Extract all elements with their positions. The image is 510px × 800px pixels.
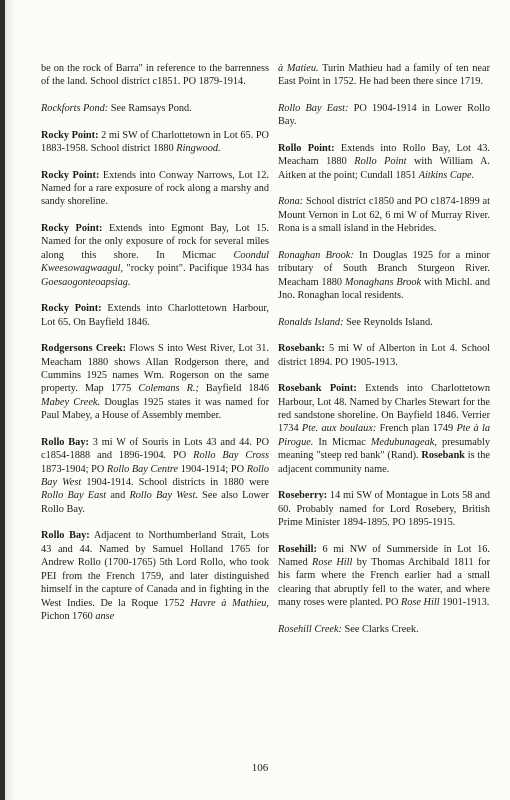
- italic-reference: Rollo Bay West.: [129, 490, 198, 502]
- entry-text: 3 mi W of Souris in Lots 43 and 44. PO c1854-1888 and 1896-1904. PO: [41, 436, 270, 462]
- entry-text: is the adjacent community name.: [278, 450, 490, 475]
- entry-text: Pichon 1760: [41, 610, 96, 622]
- entry-ronaghan-brook: [278, 249, 490, 303]
- entry-text: See Reynolds Island.: [343, 316, 433, 328]
- italic-reference: Rollo Bay Cross: [193, 450, 269, 462]
- entry-text: French plan 1749: [376, 423, 457, 435]
- entry-rosebank: [278, 342, 490, 369]
- entry-headword: Rona:: [278, 196, 304, 208]
- entry-text: Douglas 1925 states it was named for Paul Mabey, a House of Assembly member.: [41, 396, 269, 422]
- entry-text: Extends into Charlottetown Harbour, Lot 48. Named by Charles Stewart for the red sandstone shoreline. On Bayfield 1846. Verrier 1734: [278, 383, 491, 435]
- entry-text: presumably meaning "steep red bank" (Rand).: [278, 436, 490, 462]
- entry-text: 1901-1913.: [439, 597, 490, 609]
- italic-reference: à Matieu.: [278, 63, 319, 74]
- entry-text: 14 mi SW of Montague in Lots 58 and 60. Probably named for Lord Rosebery, British Prime Minister 1894-1895. PO 1895-1915.: [278, 490, 490, 529]
- entry-roseberry: [278, 489, 490, 529]
- italic-reference: Rollo Bay Centre: [106, 463, 179, 475]
- entry-text: Bayfield 1846: [198, 383, 269, 395]
- entry-text: Turin Mathieu had a family of ten near East Point in 1752. He had been there since 1719.: [278, 63, 490, 88]
- entry-headword: Rosebank Point:: [278, 383, 357, 395]
- entry-headword: Rocky Point:: [41, 129, 99, 141]
- italic-reference: Pte à la Pirogue.: [278, 423, 491, 448]
- entry-rollo-bay-2: [41, 529, 269, 623]
- entry-text: with Michl. and Jno. Ronaghan local residents.: [278, 276, 490, 302]
- entry-rosehill-creek: [278, 623, 490, 636]
- entry-headword: Rollo Point:: [278, 143, 335, 154]
- italic-reference: Aitkins Cape.: [418, 169, 475, 181]
- entry-text: 1904-1914; PO: [178, 463, 247, 475]
- entry-text: In Douglas 1925 for a minor tributary of South Branch Sturgeon River. Meacham 1880: [278, 249, 490, 288]
- entry-text: See also Lower Rollo Bay.: [41, 490, 269, 515]
- entry-text: 5 mi W of Alberton in Lot 4. School district 1894. PO 1905-1913.: [278, 343, 490, 368]
- italic-reference: Pte. aux boulaux:: [301, 423, 377, 435]
- entry-rollo-point: [278, 142, 490, 182]
- entry-text: 6 mi NW of Summerside in Lot 16. Named: [278, 543, 490, 569]
- entry-headword: Rodgersons Creek:: [41, 343, 126, 355]
- entry-text: 1904-1914. School districts in 1880 were: [81, 477, 270, 489]
- entry-headword: Roseberry:: [278, 490, 328, 502]
- entry-headword: Ronalds Island:: [278, 316, 344, 328]
- italic-reference: Coondul Kweesowagwaagul,: [41, 249, 269, 275]
- entry-text: 1873-1904; PO: [41, 463, 107, 475]
- entry-rockforts-pond: [41, 102, 269, 115]
- entry-text: Extends into Rollo Bay, Lot 43. Meacham 1880: [278, 143, 491, 168]
- right-column: [278, 62, 490, 649]
- italic-reference: Medubunageak,: [370, 436, 437, 448]
- entry-headword: Rollo Bay:: [41, 436, 89, 448]
- entry-rosehill: [278, 543, 490, 610]
- entry-text: by Thomas Archibald 1811 for his farm where the French earlier had a small clearing that abruptly fell to the water, and where many roses were planted. PO: [278, 557, 491, 609]
- entry-text: Adjacent to Northumberland Strait, Lots 43 and 44. Named by Samuel Holland 1765 for Andrew Rollo (1700-1765) 5th Lord Rollo, who took PEI from the French 1759, and later distinguished himself in the capture of Canada and in fighting in the West Indies. De la Roque 1752: [41, 530, 269, 609]
- entry-text: Extends into Conway Narrows, Lot 12. Named for a rare exposure of rock along a marshy and sandy shoreline.: [41, 169, 269, 208]
- entry-text: Extends into Egmont Bay, Lot 15. Named for the only exposure of rock for several miles along this shore. In Micmac: [41, 223, 269, 261]
- entry-text: PO 1904-1914 in Lower Rollo Bay.: [278, 103, 490, 128]
- entry-headword: Rollo Bay:: [41, 530, 90, 542]
- entry-text: See Clarks Creek.: [341, 623, 419, 635]
- entry-headword: Ronaghan Brook:: [278, 249, 354, 261]
- entry-barra-continuation: [41, 62, 269, 89]
- page-number: 106: [251, 762, 269, 774]
- entry-rocky-point-3: [41, 222, 269, 289]
- entry-text: In Micmac: [313, 436, 371, 448]
- entry-rollo-bay-continuation: [278, 62, 490, 89]
- italic-reference: Ringwood.: [176, 143, 221, 154]
- entry-rona: [278, 195, 490, 235]
- entry-text: 2 mi SW of Charlottetown in Lot 65. PO 1883-1958. School district 1880: [41, 129, 269, 154]
- entry-text: and: [106, 490, 130, 502]
- entry-text: See Ramsays Pond.: [108, 103, 192, 114]
- entry-text: Extends into Charlottetown Harbour, Lot 65. On Bayfield 1846.: [41, 303, 269, 328]
- entry-text: be on the rock of Barra" in reference to the barrenness of the land. School district c1851. PO 1879-1914.: [41, 63, 269, 88]
- italic-reference: Mabey Creek.: [41, 396, 101, 408]
- italic-reference: Rollo Bay East: [41, 490, 107, 502]
- left-column: [41, 62, 269, 637]
- entry-rocky-point-1: [41, 129, 269, 156]
- entry-rocky-point-4: [41, 302, 269, 329]
- entry-headword: Rosehill Creek:: [278, 623, 342, 635]
- entry-text: with William A. Aitken at the point; Cundall 1851: [278, 156, 490, 181]
- entry-headword: Rosehill:: [278, 543, 317, 555]
- entry-rollo-bay-east: [278, 102, 490, 129]
- entry-rodgersons-creek: [41, 342, 269, 422]
- entry-text: Flows S into West River, Lot 31. Meacham 1880 shows Allan Rodgerson there, and Cummins 1925 names Wm. Rogerson on the same property. Map 1775: [41, 343, 269, 395]
- bold-reference: Rosebank: [421, 450, 465, 462]
- entry-headword: Rocky Point:: [41, 169, 100, 181]
- italic-reference: Rose Hill: [312, 557, 353, 569]
- entry-rosebank-point: [278, 382, 490, 476]
- entry-headword: Rockforts Pond:: [41, 103, 109, 114]
- italic-reference: Rollo Point: [354, 156, 407, 168]
- italic-reference: Colemans R.;: [138, 383, 199, 395]
- entry-headword: Rollo Bay East:: [278, 103, 349, 114]
- italic-reference: Monaghans Brook: [344, 276, 422, 288]
- italic-reference: anse: [95, 610, 115, 622]
- italic-reference: Goesaogonteoapsiag.: [41, 276, 131, 288]
- entry-headword: Rosebank:: [278, 343, 325, 355]
- italic-reference: Rose Hill: [400, 597, 440, 609]
- entry-ronalds-island: [278, 316, 490, 329]
- entry-text: School district c1850 and PO c1874-1899 at Mount Vernon in Lot 62, 6 mi W of Murray River. Rona is a small island in the Hebrides.: [278, 196, 490, 235]
- entry-headword: Rocky Point:: [41, 303, 102, 315]
- italic-reference: Havre à Mathieu,: [190, 597, 269, 609]
- entry-headword: Rocky Point:: [41, 223, 103, 234]
- entry-text: "rocky point". Pacifique 1934 has: [123, 263, 269, 275]
- entry-rocky-point-2: [41, 169, 269, 209]
- entry-rollo-bay-1: [41, 436, 269, 516]
- italic-reference: Rollo Bay West: [41, 463, 269, 489]
